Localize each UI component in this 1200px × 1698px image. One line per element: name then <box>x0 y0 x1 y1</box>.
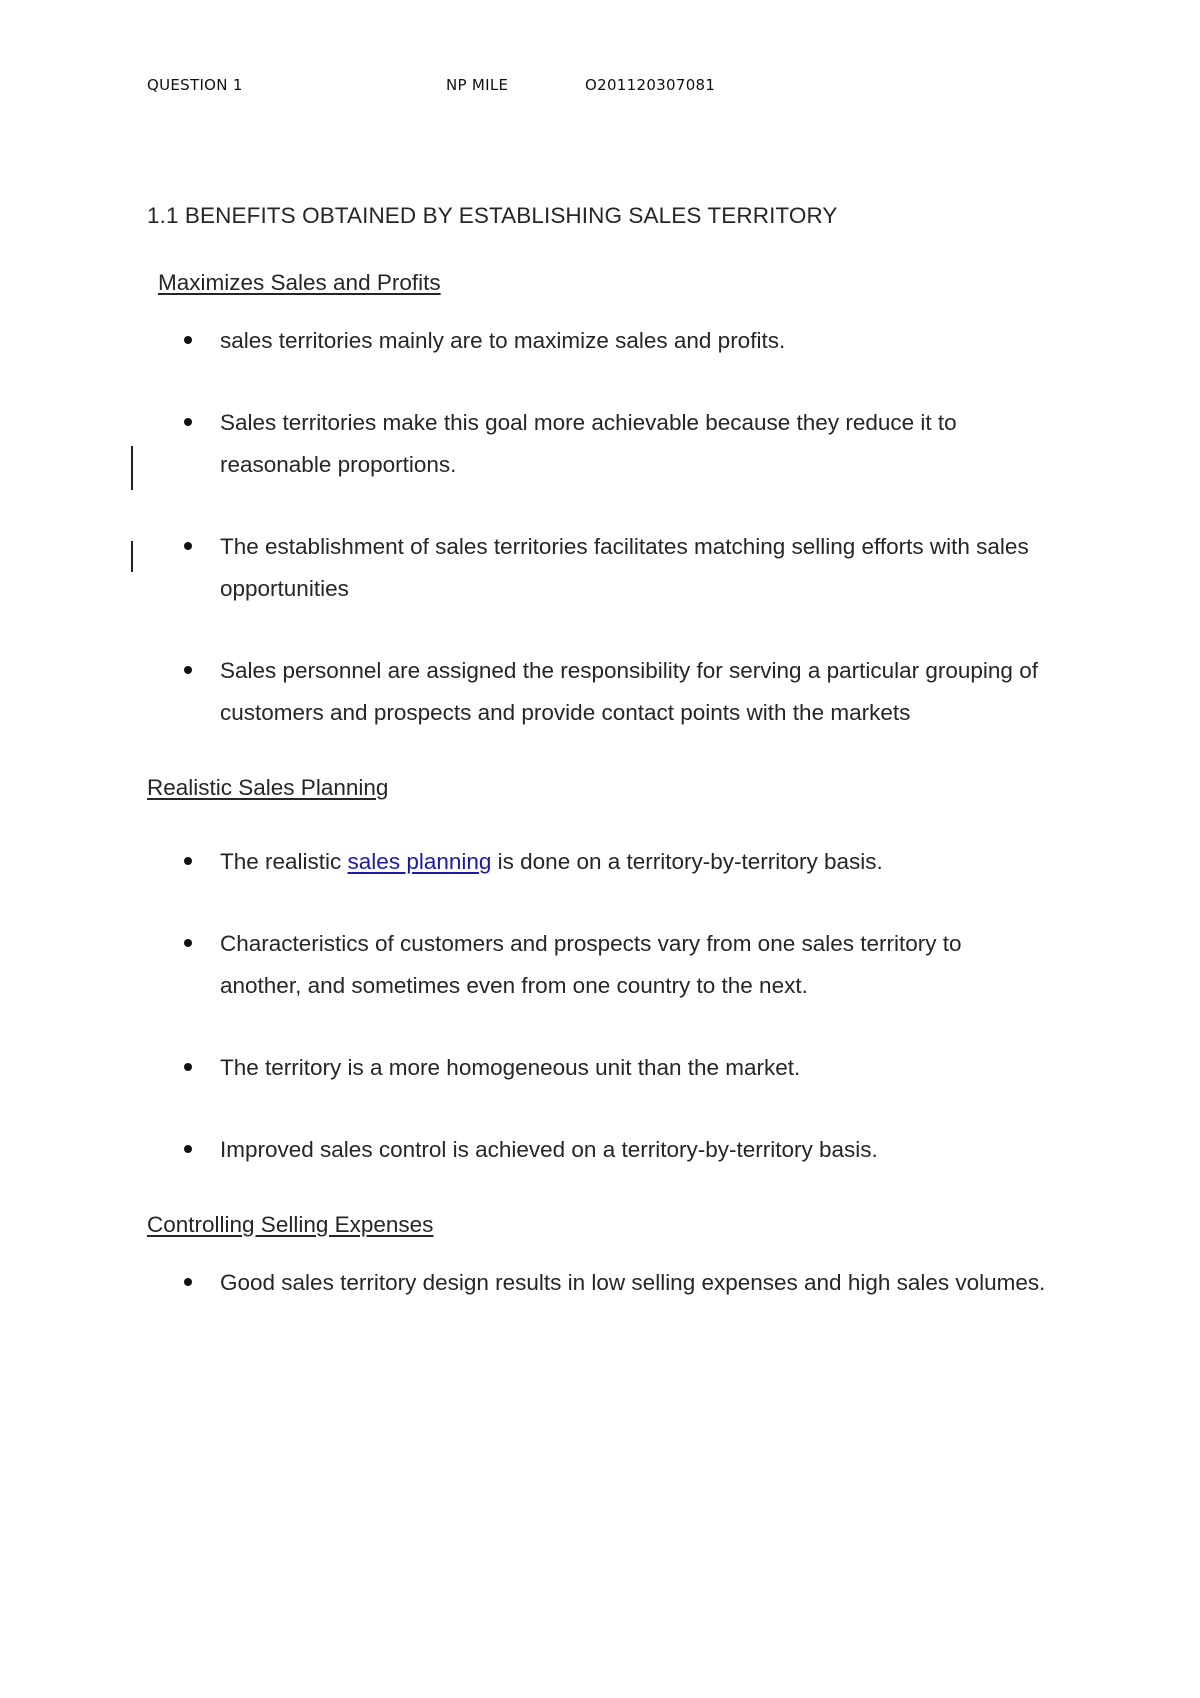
list-item <box>147 526 1047 610</box>
student-id: O201120307081 <box>585 76 716 94</box>
bullet-icon <box>184 1063 192 1071</box>
section-heading-realistic-planning: Realistic Sales Planning <box>147 775 389 800</box>
list-item-text: The establishment of sales territories facilitates matching selling efforts with sales opportunities <box>220 534 1029 601</box>
list-item <box>147 402 1047 486</box>
sales-planning-link[interactable]: sales planning <box>347 849 492 874</box>
list-item-text-after-link: is done on a territory-by-territory basis. <box>491 849 883 874</box>
bullet-icon <box>184 542 192 550</box>
page-title: 1.1 BENEFITS OBTAINED BY ESTABLISHING SALES TERRITORY <box>147 203 838 228</box>
bullet-list-realistic-planning <box>147 841 1047 1171</box>
bullet-icon <box>184 939 192 947</box>
bullet-icon <box>184 336 192 344</box>
list-item-text: Characteristics of customers and prospects vary from one sales territory to another, and sometimes even from one country to the next. <box>220 931 962 998</box>
list-item-text: Sales personnel are assigned the responsibility for serving a particular grouping of customers and prospects and provide contact points with the markets <box>220 658 1038 725</box>
list-item <box>147 1047 1047 1089</box>
list-item <box>147 841 1047 883</box>
bullet-icon <box>184 857 192 865</box>
list-item <box>147 923 1047 1007</box>
student-name: NP MILE <box>446 76 509 94</box>
section-heading-controlling-expenses: Controlling Selling Expenses <box>147 1212 434 1237</box>
bullet-icon <box>184 1145 192 1153</box>
list-item-text: Good sales territory design results in low selling expenses and high sales volumes. <box>220 1270 1046 1295</box>
bullet-list-controlling-expenses <box>147 1262 1047 1304</box>
revision-bar <box>131 541 133 572</box>
list-item-text-before-link: The realistic <box>220 849 348 874</box>
question-label: QUESTION 1 <box>147 76 243 94</box>
list-item <box>147 1129 1047 1171</box>
bullet-icon <box>184 418 192 426</box>
list-item <box>147 650 1047 734</box>
list-item-text: The territory is a more homogeneous unit than the market. <box>220 1055 801 1080</box>
bullet-icon <box>184 666 192 674</box>
bullet-list-maximizes-sales <box>147 320 1047 734</box>
list-item <box>147 320 1047 362</box>
document-body <box>147 203 1047 1304</box>
list-item-text: Sales territories make this goal more achievable because they reduce it to reasonable proportions. <box>220 410 957 477</box>
list-item <box>147 1262 1047 1304</box>
list-item-text: sales territories mainly are to maximize sales and profits. <box>220 328 786 353</box>
section-heading-maximizes-sales: Maximizes Sales and Profits <box>158 270 441 295</box>
revision-bar <box>131 446 133 490</box>
bullet-icon <box>184 1278 192 1286</box>
list-item-text: Improved sales control is achieved on a territory-by-territory basis. <box>220 1137 878 1162</box>
